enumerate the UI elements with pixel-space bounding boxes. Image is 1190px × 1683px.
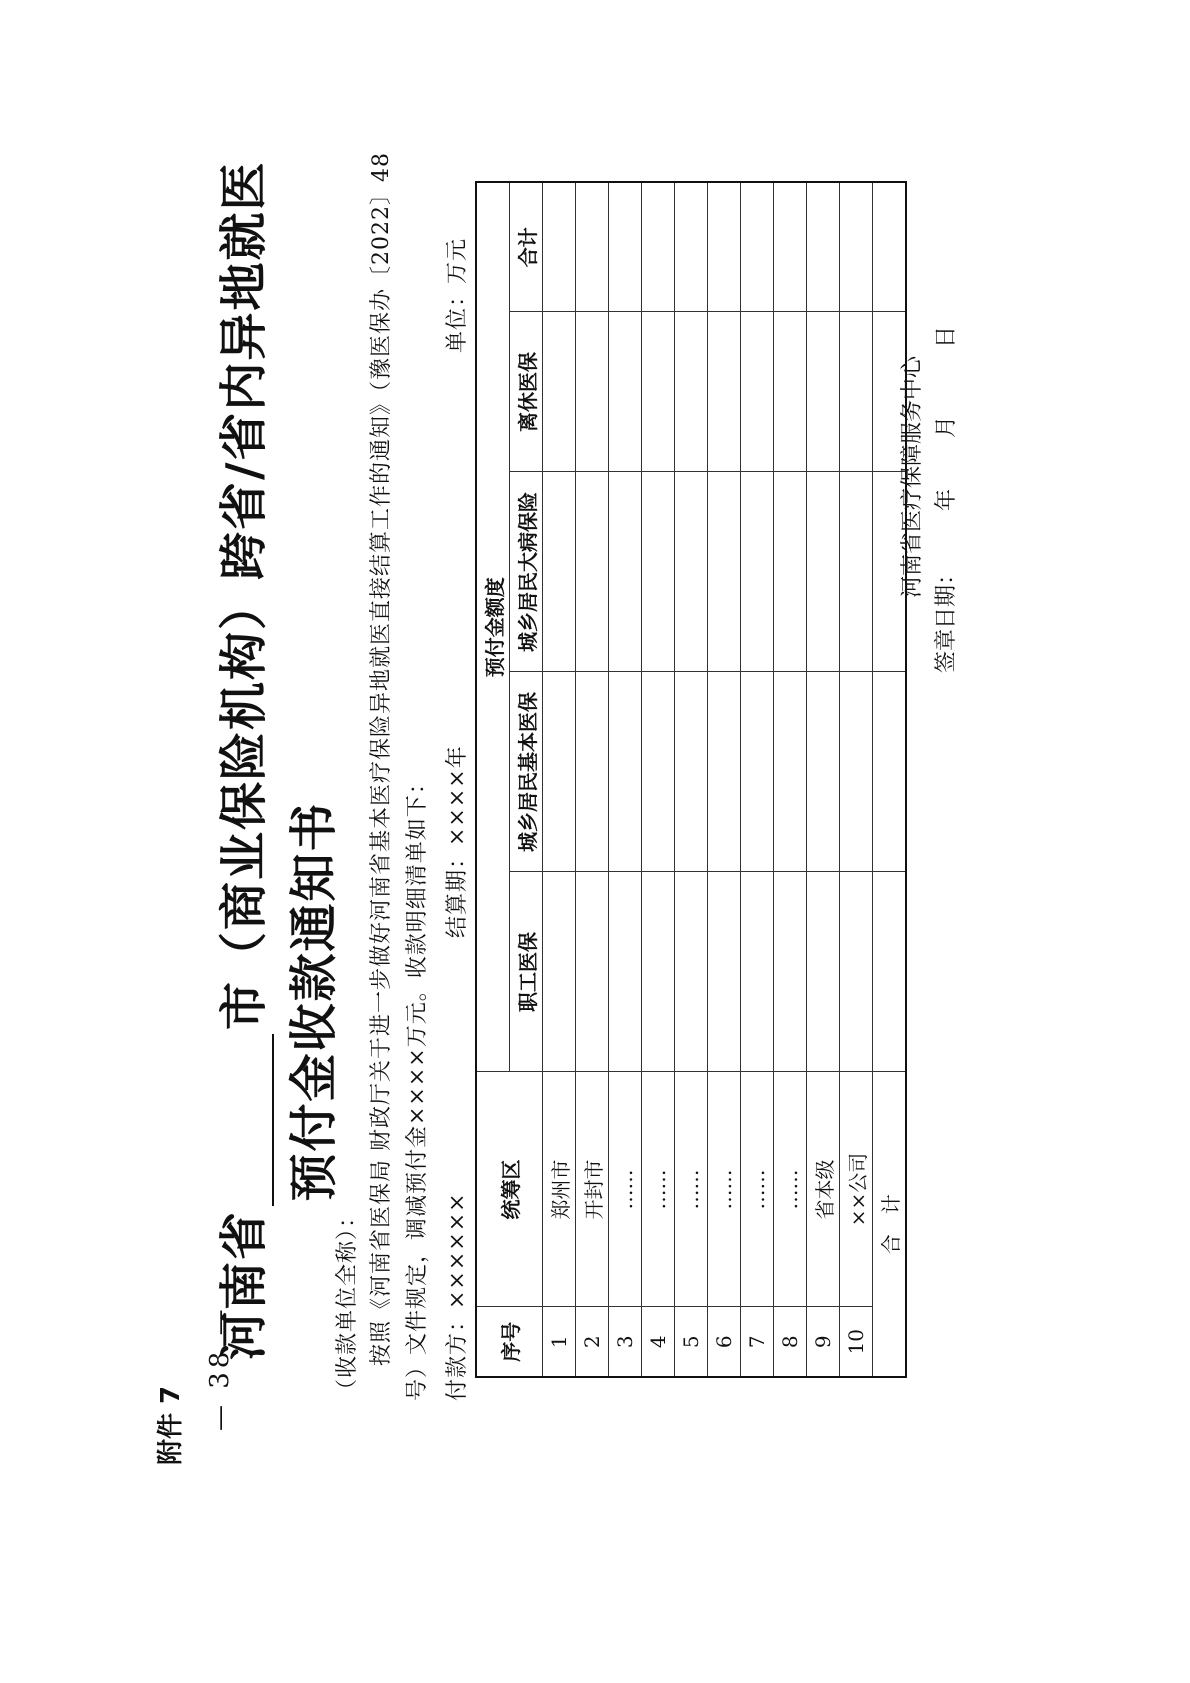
table-row: [708, 182, 741, 1377]
cell: [642, 182, 675, 312]
sign-date-label: 签章日期：: [934, 562, 959, 673]
payer-field: 付款方：××××××: [445, 1192, 470, 1401]
recipient-label: （收款单位全称）：: [335, 1204, 360, 1401]
cell: [807, 312, 840, 472]
page-title-line-2: [275, 0, 344, 1683]
row-seq: 10: [840, 1307, 873, 1377]
cell: [708, 672, 741, 872]
cell: [873, 182, 907, 312]
header-seq: 序号: [476, 1307, 543, 1377]
header-resident-critical-illness: 城乡居民大病保险: [510, 472, 543, 672]
advance-payment-table: [475, 181, 907, 1378]
table-row: [642, 182, 675, 1377]
cell: [609, 472, 642, 672]
row-region: 郑州市: [543, 1072, 576, 1307]
cell: [609, 672, 642, 872]
body-paragraph-line-2: 号）文件规定，调减预付金××××万元。收款明细清单如下：: [405, 771, 430, 1401]
table-row: [609, 182, 642, 1377]
sign-day-label: 日: [934, 325, 959, 348]
row-seq: 7: [741, 1307, 774, 1377]
cell: [774, 872, 807, 1072]
cell: [807, 182, 840, 312]
cell: [741, 312, 774, 472]
header-total: 合计: [510, 182, 543, 312]
cell: [543, 312, 576, 472]
cell: [741, 182, 774, 312]
cell: [873, 672, 907, 872]
cell: [807, 672, 840, 872]
table-row: [576, 182, 609, 1377]
header-employee-insurance: 职工医保: [510, 872, 543, 1072]
table-row: [675, 182, 708, 1377]
cell: [543, 872, 576, 1072]
table-row: [774, 182, 807, 1377]
row-region: ……: [774, 1072, 807, 1307]
sign-year-label: 年: [934, 488, 959, 511]
cell: [774, 182, 807, 312]
header-advance-amount: 预付金额度: [476, 182, 510, 1072]
cell: [807, 472, 840, 672]
cell: [675, 872, 708, 1072]
cell: [840, 182, 873, 312]
city-blank-underline: [232, 1034, 274, 1206]
cell: [708, 872, 741, 1072]
cell: [741, 472, 774, 672]
row-seq: 1: [543, 1307, 576, 1377]
table-row: [840, 182, 873, 1377]
cell: [609, 182, 642, 312]
cell: [774, 672, 807, 872]
cell: [609, 312, 642, 472]
cell: [741, 672, 774, 872]
cell: [543, 672, 576, 872]
page-title-line-1: [205, 160, 274, 1360]
header-retiree-insurance: 离休医保: [510, 312, 543, 472]
cell: [708, 182, 741, 312]
row-seq: 9: [807, 1307, 840, 1377]
table-row: [807, 182, 840, 1377]
attachment-label: 附件 7: [156, 1385, 186, 1465]
cell: [543, 182, 576, 312]
row-region: ……: [675, 1072, 708, 1307]
cell: [576, 472, 609, 672]
body-paragraph-line-1: 按照《河南省医保局 财政厅关于进一步做好河南省基本医疗保险异地就医直接结算工作的通知》（豫医保办〔2022〕48: [369, 152, 394, 1366]
cell: [840, 872, 873, 1072]
total-label: 合 计: [873, 1072, 907, 1377]
row-region: ……: [708, 1072, 741, 1307]
row-region: ××公司: [840, 1072, 873, 1307]
row-seq: 8: [774, 1307, 807, 1377]
header-region: 统筹区: [476, 1072, 543, 1307]
sign-month-label: 月: [934, 415, 959, 438]
cell: [675, 672, 708, 872]
row-region: 开封市: [576, 1072, 609, 1307]
cell: [873, 872, 907, 1072]
table-row: [741, 182, 774, 1377]
title-rest: 市（商业保险机构）跨省/省内异地就医: [216, 160, 272, 1030]
cell: [708, 312, 741, 472]
cell: [807, 872, 840, 1072]
cell: [642, 472, 675, 672]
cell: [774, 472, 807, 672]
row-region: ……: [741, 1072, 774, 1307]
cell: [840, 672, 873, 872]
title-prefix: 河南省: [216, 1209, 272, 1360]
cell: [741, 872, 774, 1072]
cell: [576, 182, 609, 312]
row-seq: 2: [576, 1307, 609, 1377]
table-header-row-1: [476, 182, 510, 1377]
row-seq: 3: [609, 1307, 642, 1377]
settlement-period: 结算期：××××年: [445, 745, 470, 938]
cell: [576, 312, 609, 472]
table-row: [543, 182, 576, 1377]
cell: [543, 472, 576, 672]
cell: [840, 472, 873, 672]
cell: [576, 672, 609, 872]
cell: [774, 312, 807, 472]
cell: [576, 872, 609, 1072]
row-region: 省本级: [807, 1072, 840, 1307]
cell: [642, 872, 675, 1072]
signing-organization: 河南省医疗保障服务中心: [900, 355, 925, 598]
cell: [609, 872, 642, 1072]
cell: [642, 312, 675, 472]
row-seq: 5: [675, 1307, 708, 1377]
cell: [675, 182, 708, 312]
header-resident-basic-insurance: 城乡居民基本医保: [510, 672, 543, 872]
row-region: ……: [609, 1072, 642, 1307]
page-number: — 38 —: [205, 1305, 235, 1431]
row-seq: 4: [642, 1307, 675, 1377]
title-line-2-text: 预付金收款通知书: [286, 801, 342, 1202]
row-seq: 6: [708, 1307, 741, 1377]
row-region: ……: [642, 1072, 675, 1307]
cell: [708, 472, 741, 672]
cell: [840, 312, 873, 472]
cell: [642, 672, 675, 872]
unit-label: 单位：万元: [445, 237, 470, 353]
cell: [675, 472, 708, 672]
cell: [675, 312, 708, 472]
